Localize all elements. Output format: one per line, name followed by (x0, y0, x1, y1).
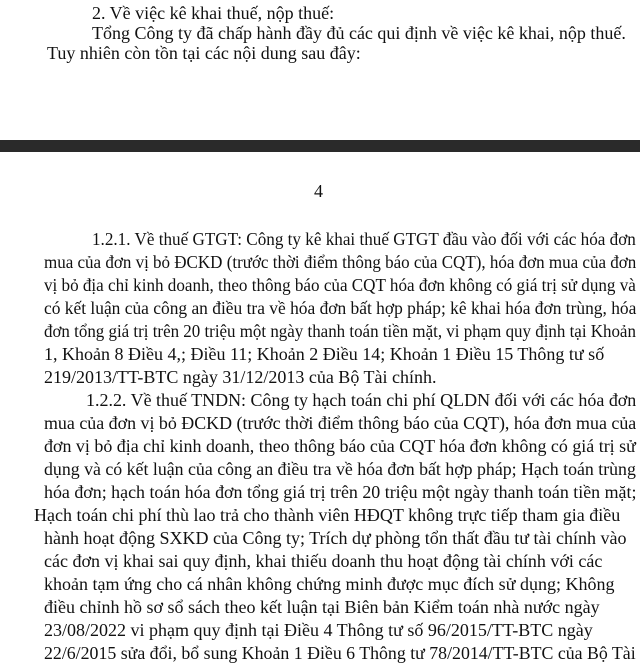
paragraph-2-line: các đơn vị khai sai quy định, khai thiếu doanh thu hoạt động tài chính với các (44, 551, 603, 571)
paragraph-2-line: hành hoạt động SXKD của Công ty; Trích dự phòng tổn thất đầu tư tài chính vào (44, 528, 627, 548)
paragraph-2-line: mua của đơn vị bỏ ĐCKD (trước thời điểm thông báo của CQT), hóa đơn mua của (44, 413, 637, 433)
body-line: Tổng Công ty đã chấp hành đầy đủ các qui định về việc kê khai, nộp thuế. (92, 23, 626, 43)
paragraph-1-line: có kết luận của công an điều tra về hóa đơn bất hợp pháp; kê khai hóa đơn trùng, hóa (44, 298, 637, 318)
paragraph-1-line: đơn tổng giá trị trên 20 triệu một ngày thanh toán tiền mặt, vi phạm quy định tại Khoản (44, 321, 636, 341)
paragraph-2-line: dụng và có kết luận của công an điều tra về hóa đơn bất hợp pháp; Hạch toán trùng (44, 459, 636, 479)
document-page-top (0, 0, 640, 140)
paragraph-2-line: Hạch toán chi phí thù lao trả cho thành viên HĐQT không trực tiếp tham gia điều (34, 505, 621, 525)
page-number: 4 (314, 181, 323, 201)
paragraph-1-line: vị bỏ địa chỉ kinh doanh, theo thông báo của CQT hóa đơn không có giá trị sử dụng và (44, 275, 636, 295)
paragraph-2-line: hóa đơn; hạch toán hóa đơn tổng giá trị trên 20 triệu một ngày thanh toán tiền mặt; (44, 482, 637, 502)
section-heading: 2. Về việc kê khai thuế, nộp thuế: (92, 3, 335, 23)
paragraph-2-line: 1.2.2. Về thuế TNDN: Công ty hạch toán chi phí QLDN đối với các hóa đơn (86, 390, 637, 410)
paragraph-1-line: mua của đơn vị bỏ ĐCKD (trước thời điểm thông báo của CQT), hóa đơn mua của đơn (44, 252, 637, 272)
document-page-bottom (0, 152, 640, 663)
paragraph-1-line: 1.2.1. Về thuế GTGT: Công ty kê khai thuế GTGT đầu vào đối với các hóa đơn (92, 229, 636, 249)
paragraph-2-line: đơn vị bỏ địa chỉ kinh doanh, theo thông báo của CQT hóa đơn không có giá trị sử (44, 436, 636, 456)
paragraph-1-line: 1, Khoản 8 Điều 4,; Điều 11; Khoản 2 Điều 14; Khoản 1 Điều 15 Thông tư số (44, 344, 605, 364)
paragraph-2-line: 22/6/2015 sửa đổi, bổ sung Khoản 1 Điều 6 Thông tư 78/2014/TT-BTC của Bộ Tài (44, 643, 636, 663)
paragraph-2-line: 23/08/2022 vi phạm quy định tại Điều 4 Thông tư số 96/2015/TT-BTC ngày (44, 620, 593, 640)
paragraph-2-line: điều chỉnh hồ sơ sổ sách theo kết luận tại Biên bản Kiểm toán nhà nước ngày (44, 597, 600, 617)
body-line: Tuy nhiên còn tồn tại các nội dung sau đây: (47, 43, 361, 63)
paragraph-1-line: 219/2013/TT-BTC ngày 31/12/2013 của Bộ Tài chính. (44, 367, 437, 387)
page-gap (0, 140, 640, 152)
paragraph-2-line: khoản tạm ứng cho cá nhân không chứng minh được mục đích sử dụng; Không (44, 574, 615, 594)
